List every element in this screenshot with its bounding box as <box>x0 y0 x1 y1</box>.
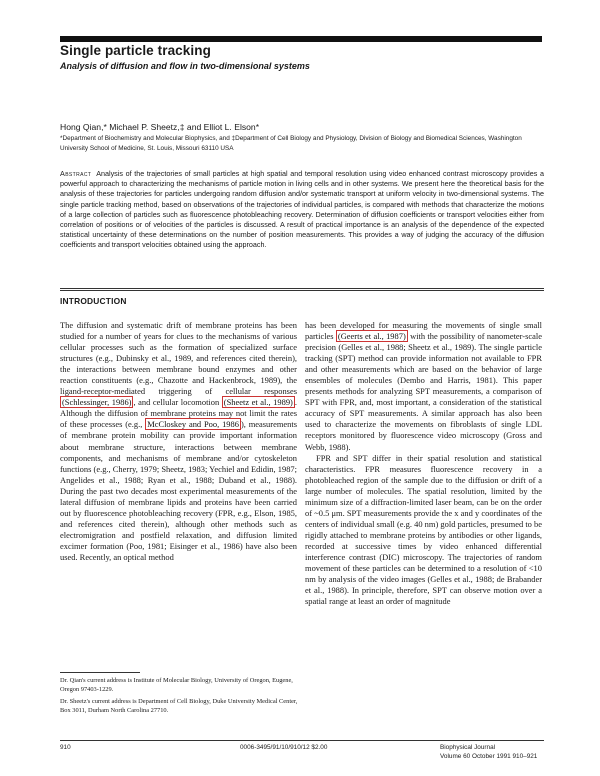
journal-info <box>440 744 544 761</box>
journal-name: Biophysical Journal <box>440 744 496 751</box>
abstract <box>60 169 544 251</box>
text-run: , and cellular locomotion <box>133 397 222 408</box>
text-run: has been developed for measuring the movements of single small particles <box>305 320 542 342</box>
citation-link[interactable]: McCloskey and Poo, 1986 <box>147 419 239 430</box>
paragraph: FPR and SPT differ in their spatial resolution and statistical characteristics. FPR measures fluorescence recovery in a photobleached region of the sample due to the diffusion or drift of a large number of molecules. The spatial resolution, limited by the minimum size of a diffraction-limited laser beam, can be on the order of ~0.5 μm. SPT measurements provide the x and y coordinates of the centers of individual small (e.g. 40 nm) gold particles, presumed to be rigidly attached to membrane proteins by antibodies or other ligands, recorded at successive times by video enhanced differential interference contrast (DIC) microscopy. The trajectories of random movement of these particles can be determined to a resolution of <10 nm by analysis of the video images (Gelles et al., 1988; de Brabander et al., 1988). In principle, therefore, SPT can observe motion over a spatial range at least an order of magnitude <box>305 452 542 607</box>
text-run: The diffusion and systematic drift of membrane proteins has been studied for a number of years for clues to the mechanisms of various cellular processes such as the formation of specialized surface structures (e.g., Dubinsky et al., 1989, and references cited therein), the interactions between membrane bound enzymes and other reaction constituents (e.g., Chazotte and Hackenbrock, 1989), the ligand-receptor-mediated triggering of cellular responses <box>60 320 297 397</box>
footer-rule <box>60 740 544 741</box>
footnote: Dr. Qian's current address is Institute of Molecular Biology, University of Oregon, Eugene, Oregon 97403-1229. <box>60 677 293 694</box>
divider <box>60 290 544 291</box>
page-number: 910 <box>60 744 71 751</box>
paragraph <box>60 320 297 563</box>
title-bar <box>60 36 542 42</box>
body-column-right <box>305 320 542 607</box>
text-run: ), measurements of membrane protein mobility can provide important information about membrane structure, interactions between membrane components, and mechanisms of membrane and/or cytoskeleton functions (e.g., Cherry, 1979; Sheetz, 1983; Yechiel and Edidin, 1987; Angelides et al., 1988; Ryan et al., 1988; Duband et al., 1988). During the past two decades most experimental measurements of the lateral diffusion of membrane lipids and proteins have been carried out by fluorescence photobleaching recovery (FPR, e.g., Elson, 1985, and references cited therein), although other methods such as electromigration and postfield relaxation, and diffusion limited excimer formation (Poo, 1981; Eisinger et al., 1986) have also been used. Recently, an optical method <box>60 419 297 562</box>
abstract-label: Abstract <box>60 169 92 178</box>
section-heading: INTRODUCTION <box>60 296 127 306</box>
paragraph <box>305 320 542 453</box>
article-code: 0006-3495/91/10/910/12 $2.00 <box>240 744 328 751</box>
divider <box>60 288 544 289</box>
text-run: with the possibility of nanometer-scale precision (Gelles et al., 1988; Sheetz et al., 1989). The single particle tracking (SPT) method can provide information not available to FPR and other measurements which are based on the behavior of large ensembles of molecules (Dembo and Harris, 1981). This paper presents methods for analyzing SPT measurements, a comparison of SPT with FPR, and, most important, a consideration of the statistical accuracy of SPT measurements. A similar approach has also been used to characterize the movements on fibroblasts of single LDL receptors monitored by fluorescence video microscopy (Gross and Webb, 1988). <box>305 331 542 452</box>
citation-link[interactable]: (Sheetz et al., 1989) <box>223 397 293 408</box>
citation-link[interactable]: (Schlessinger, 1986) <box>62 397 132 408</box>
footnote-rule <box>60 672 140 673</box>
text-run: . Although the diffusion of membrane proteins may not limit the rates of these processes (e.g., <box>60 397 297 430</box>
citation-link[interactable]: (Geerts et al., 1987) <box>337 331 406 342</box>
page-title: Single particle tracking <box>60 43 211 58</box>
journal-volume: Volume 60 October 1991 910–921 <box>440 752 538 760</box>
body-column-left <box>60 320 297 563</box>
page-subtitle: Analysis of diffusion and flow in two-dimensional systems <box>60 61 310 71</box>
author-list: Hong Qian,* Michael P. Sheetz,‡ and Elliot L. Elson* <box>60 122 260 132</box>
abstract-text: Analysis of the trajectories of small particles at high spatial and temporal resolution using video enhanced contrast microscopy provides a powerful approach to characterizing the mechanisms of particle motion in living cells and in other systems. We present here the theoretical basis for the analysis of these trajectories for particles undergoing random diffusion and/or systematic transport at uniform velocity in two-dimensional systems. The single particle tracking method, based on observations of the trajectories of individual particles, is compared with methods that characterize the motions of a large collection of particles such as fluorescence photobleaching recovery. Determination of diffusion coefficients or transport velocities either from correlation of positions or of velocities of the particles is discussed. A result of practical importance is an analysis of the dependence of the expected statistical uncertainty of these determinations on the number of position measurements. This provides a way of judging the accuracy of the diffusion coefficients and transport velocities obtained using the approach. <box>60 169 544 250</box>
footnote: Dr. Sheetz's current address is Department of Cell Biology, Duke University Medical Center, Box 3011, Durham North Carolina 27710. <box>60 698 298 715</box>
affiliations: *Department of Biochemistry and Molecular Biophysics, and ‡Department of Cell Biology and Physiology, Division of Biology and Biomedical Sciences, Washington University School of Medicine, St. Louis, Missouri 63110 USA <box>60 135 522 152</box>
